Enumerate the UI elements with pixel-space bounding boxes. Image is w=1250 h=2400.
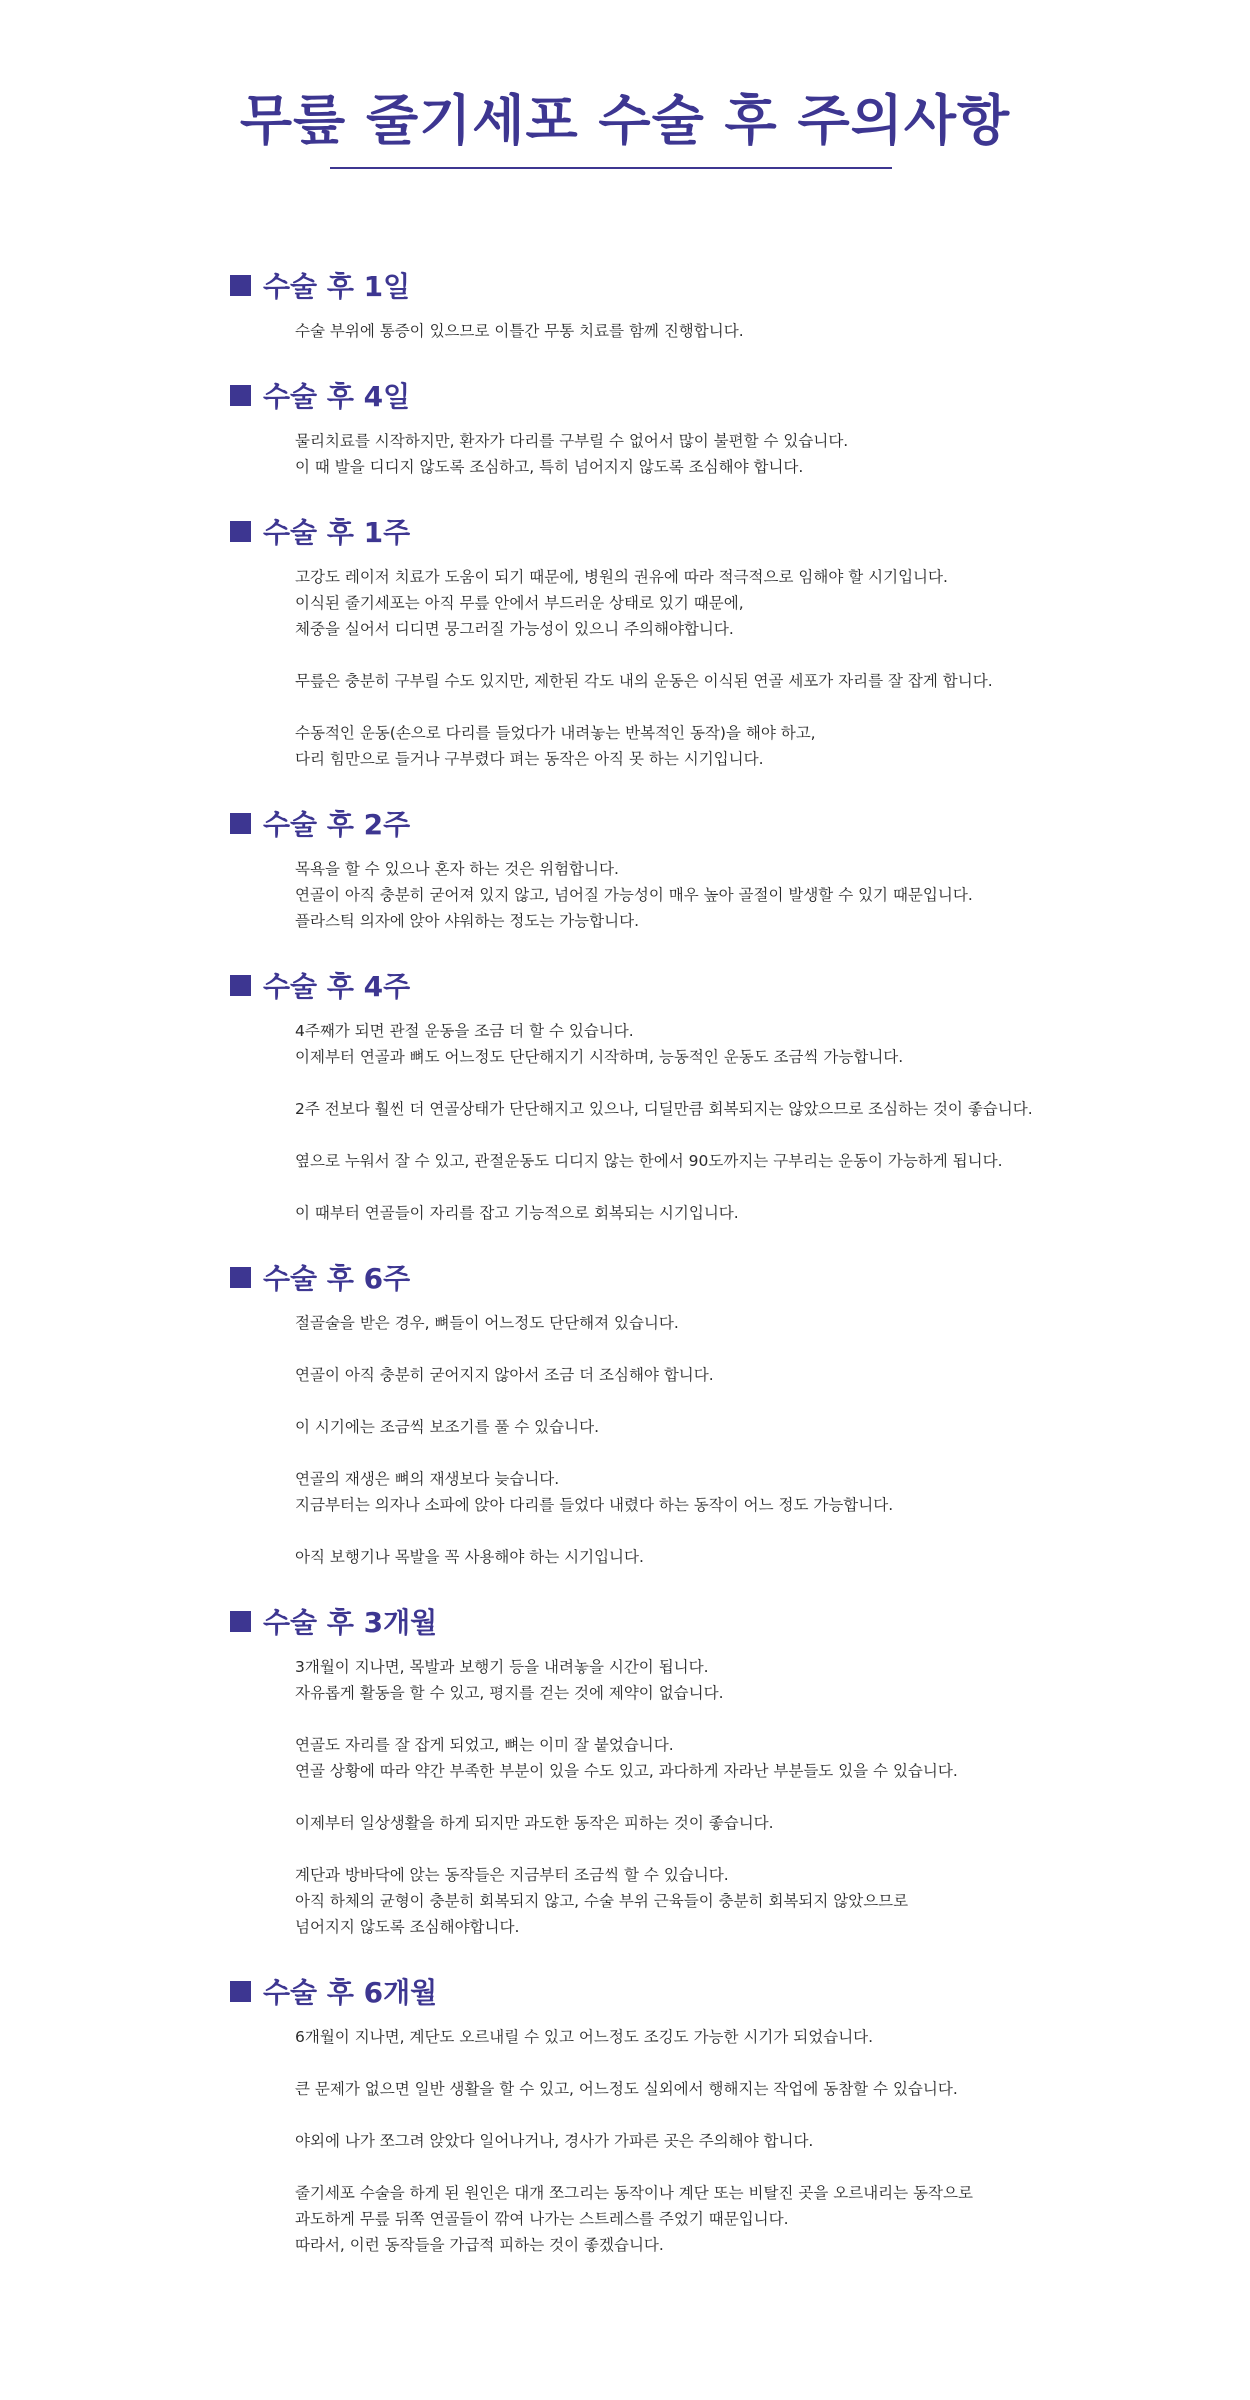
- section-body: [295, 1654, 1130, 1940]
- paragraph: [295, 1466, 1130, 1518]
- paragraph: [295, 1200, 1130, 1226]
- section-heading-text: 수술 후 6개월: [263, 1976, 438, 2009]
- text-line: 연골도 자리를 잘 잡게 되었고, 뼈는 이미 잘 붙었습니다.: [295, 1736, 674, 1754]
- paragraph: [295, 720, 1130, 772]
- paragraph: [295, 2128, 1130, 2154]
- text-line: 연골의 재생은 뼈의 재생보다 늦습니다.: [295, 1470, 560, 1488]
- square-bullet-icon: [230, 1611, 251, 1632]
- section-heading-text: 수술 후 1주: [263, 516, 411, 549]
- paragraph: [295, 2180, 1130, 2258]
- section: [230, 1257, 1130, 1570]
- square-bullet-icon: [230, 385, 251, 406]
- section: [230, 1601, 1130, 1940]
- text-line: 목욕을 할 수 있으나 혼자 하는 것은 위험합니다.: [295, 860, 619, 878]
- text-line: 체중을 실어서 디디면 뭉그러질 가능성이 있으니 주의해야합니다.: [295, 620, 734, 638]
- section-heading-text: 수술 후 3개월: [263, 1606, 438, 1639]
- section-heading: [230, 803, 1130, 843]
- section: [230, 511, 1130, 772]
- square-bullet-icon: [230, 275, 251, 296]
- paragraph: [295, 1362, 1130, 1388]
- text-line: 이제부터 일상생활을 하게 되지만 과도한 동작은 피하는 것이 좋습니다.: [295, 1814, 774, 1832]
- text-line: 이제부터 연골과 뼈도 어느정도 단단해지기 시작하며, 능동적인 운동도 조금씩 가능합니다.: [295, 1048, 904, 1066]
- section-heading: [230, 375, 1130, 415]
- text-line: 무릎은 충분히 구부릴 수도 있지만, 제한된 각도 내의 운동은 이식된 연골 세포가 자리를 잘 잡게 합니다.: [295, 672, 993, 690]
- section-heading-text: 수술 후 4주: [263, 970, 411, 1003]
- square-bullet-icon: [230, 521, 251, 542]
- paragraph: [295, 1862, 1130, 1940]
- section: [230, 1971, 1130, 2258]
- section-heading: [230, 511, 1130, 551]
- text-line: 따라서, 이런 동작들을 가급적 피하는 것이 좋겠습니다.: [295, 2236, 664, 2254]
- text-line: 물리치료를 시작하지만, 환자가 다리를 구부릴 수 없어서 많이 불편할 수 있습니다.: [295, 432, 849, 450]
- title-underline: [330, 167, 892, 169]
- paragraph: [295, 2076, 1130, 2102]
- paragraph: [295, 856, 1130, 934]
- text-line: 연골이 아직 충분히 굳어지지 않아서 조금 더 조심해야 합니다.: [295, 1366, 714, 1384]
- text-line: 다리 힘만으로 들거나 구부렸다 펴는 동작은 아직 못 하는 시기입니다.: [295, 750, 764, 768]
- text-line: 과도하게 무릎 뒤쪽 연골들이 깎여 나가는 스트레스를 주었기 때문입니다.: [295, 2210, 789, 2228]
- section: [230, 803, 1130, 934]
- section-body: [295, 1018, 1130, 1226]
- paragraph: [295, 318, 1130, 344]
- page-title: 무릎 줄기세포 수술 후 주의사항: [239, 89, 1011, 152]
- text-line: 수동적인 운동(손으로 다리를 들었다가 내려놓는 반복적인 동작)을 해야 하고,: [295, 724, 816, 742]
- paragraph: [295, 2024, 1130, 2050]
- square-bullet-icon: [230, 813, 251, 834]
- text-line: 연골 상황에 따라 약간 부족한 부분이 있을 수도 있고, 과다하게 자라난 부분들도 있을 수 있습니다.: [295, 1762, 958, 1780]
- content-area: [230, 265, 1130, 2258]
- section-heading-text: 수술 후 4일: [263, 380, 411, 413]
- square-bullet-icon: [230, 1267, 251, 1288]
- section-body: [295, 2024, 1130, 2258]
- section-heading: [230, 1601, 1130, 1641]
- section-heading-text: 수술 후 1일: [263, 270, 411, 303]
- paragraph: [295, 1810, 1130, 1836]
- section: [230, 375, 1130, 480]
- text-line: 이 때부터 연골들이 자리를 잡고 기능적으로 회복되는 시기입니다.: [295, 1204, 739, 1222]
- text-line: 연골이 아직 충분히 굳어져 있지 않고, 넘어질 가능성이 매우 높아 골절이 발생할 수 있기 때문입니다.: [295, 886, 973, 904]
- paragraph: [295, 564, 1130, 642]
- section-heading: [230, 1971, 1130, 2011]
- text-line: 줄기세포 수술을 하게 된 원인은 대개 쪼그리는 동작이나 계단 또는 비탈진 곳을 오르내리는 동작으로: [295, 2184, 973, 2202]
- paragraph: [295, 1732, 1130, 1784]
- text-line: 이 시기에는 조금씩 보조기를 풀 수 있습니다.: [295, 1418, 600, 1436]
- text-line: 넘어지지 않도록 조심해야합니다.: [295, 1918, 520, 1936]
- paragraph: [295, 1544, 1130, 1570]
- section: [230, 265, 1130, 344]
- paragraph: [295, 1148, 1130, 1174]
- section-body: [295, 1310, 1130, 1570]
- paragraph: [295, 668, 1130, 694]
- text-line: 이 때 발을 디디지 않도록 조심하고, 특히 넘어지지 않도록 조심해야 합니다.: [295, 458, 804, 476]
- section-body: [295, 856, 1130, 934]
- paragraph: [295, 1414, 1130, 1440]
- paragraph: [295, 1654, 1130, 1706]
- text-line: 아직 보행기나 목발을 꼭 사용해야 하는 시기입니다.: [295, 1548, 644, 1566]
- paragraph: [295, 1018, 1130, 1070]
- text-line: 고강도 레이저 치료가 도움이 되기 때문에, 병원의 권유에 따라 적극적으로 임해야 할 시기입니다.: [295, 568, 948, 586]
- text-line: 야외에 나가 쪼그려 앉았다 일어나거나, 경사가 가파른 곳은 주의해야 합니다.: [295, 2132, 814, 2150]
- section-heading: [230, 965, 1130, 1005]
- text-line: 플라스틱 의자에 앉아 샤워하는 정도는 가능합니다.: [295, 912, 639, 930]
- text-line: 지금부터는 의자나 소파에 앉아 다리를 들었다 내렸다 하는 동작이 어느 정도 가능합니다.: [295, 1496, 894, 1514]
- text-line: 6개월이 지나면, 계단도 오르내릴 수 있고 어느정도 조깅도 가능한 시기가 되었습니다.: [295, 2028, 874, 2046]
- section-body: [295, 318, 1130, 344]
- text-line: 아직 하체의 균형이 충분히 회복되지 않고, 수술 부위 근육들이 충분히 회복되지 않았으므로: [295, 1892, 909, 1910]
- section: [230, 965, 1130, 1226]
- square-bullet-icon: [230, 1981, 251, 2002]
- text-line: 계단과 방바닥에 앉는 동작들은 지금부터 조금씩 할 수 있습니다.: [295, 1866, 729, 1884]
- text-line: 3개월이 지나면, 목발과 보행기 등을 내려놓을 시간이 됩니다.: [295, 1658, 709, 1676]
- text-line: 자유롭게 활동을 할 수 있고, 평지를 걷는 것에 제약이 없습니다.: [295, 1684, 724, 1702]
- text-line: 이식된 줄기세포는 아직 무릎 안에서 부드러운 상태로 있기 때문에,: [295, 594, 744, 612]
- paragraph: [295, 1310, 1130, 1336]
- section-heading: [230, 1257, 1130, 1297]
- paragraph: [295, 428, 1130, 480]
- text-line: 절골술을 받은 경우, 뼈들이 어느정도 단단해져 있습니다.: [295, 1314, 679, 1332]
- section-heading: [230, 265, 1130, 305]
- section-heading-text: 수술 후 6주: [263, 1262, 411, 1295]
- text-line: 2주 전보다 훨씬 더 연골상태가 단단해지고 있으나, 디딜만큼 회복되지는 않았으므로 조심하는 것이 좋습니다.: [295, 1100, 1033, 1118]
- text-line: 수술 부위에 통증이 있으므로 이틀간 무통 치료를 함께 진행합니다.: [295, 322, 744, 340]
- section-body: [295, 428, 1130, 480]
- text-line: 옆으로 누워서 잘 수 있고, 관절운동도 디디지 않는 한에서 90도까지는 구부리는 운동이 가능하게 됩니다.: [295, 1152, 1003, 1170]
- square-bullet-icon: [230, 975, 251, 996]
- section-body: [295, 564, 1130, 772]
- text-line: 큰 문제가 없으면 일반 생활을 할 수 있고, 어느정도 실외에서 행해지는 작업에 동참할 수 있습니다.: [295, 2080, 958, 2098]
- paragraph: [295, 1096, 1130, 1122]
- section-heading-text: 수술 후 2주: [263, 808, 411, 841]
- text-line: 4주째가 되면 관절 운동을 조금 더 할 수 있습니다.: [295, 1022, 634, 1040]
